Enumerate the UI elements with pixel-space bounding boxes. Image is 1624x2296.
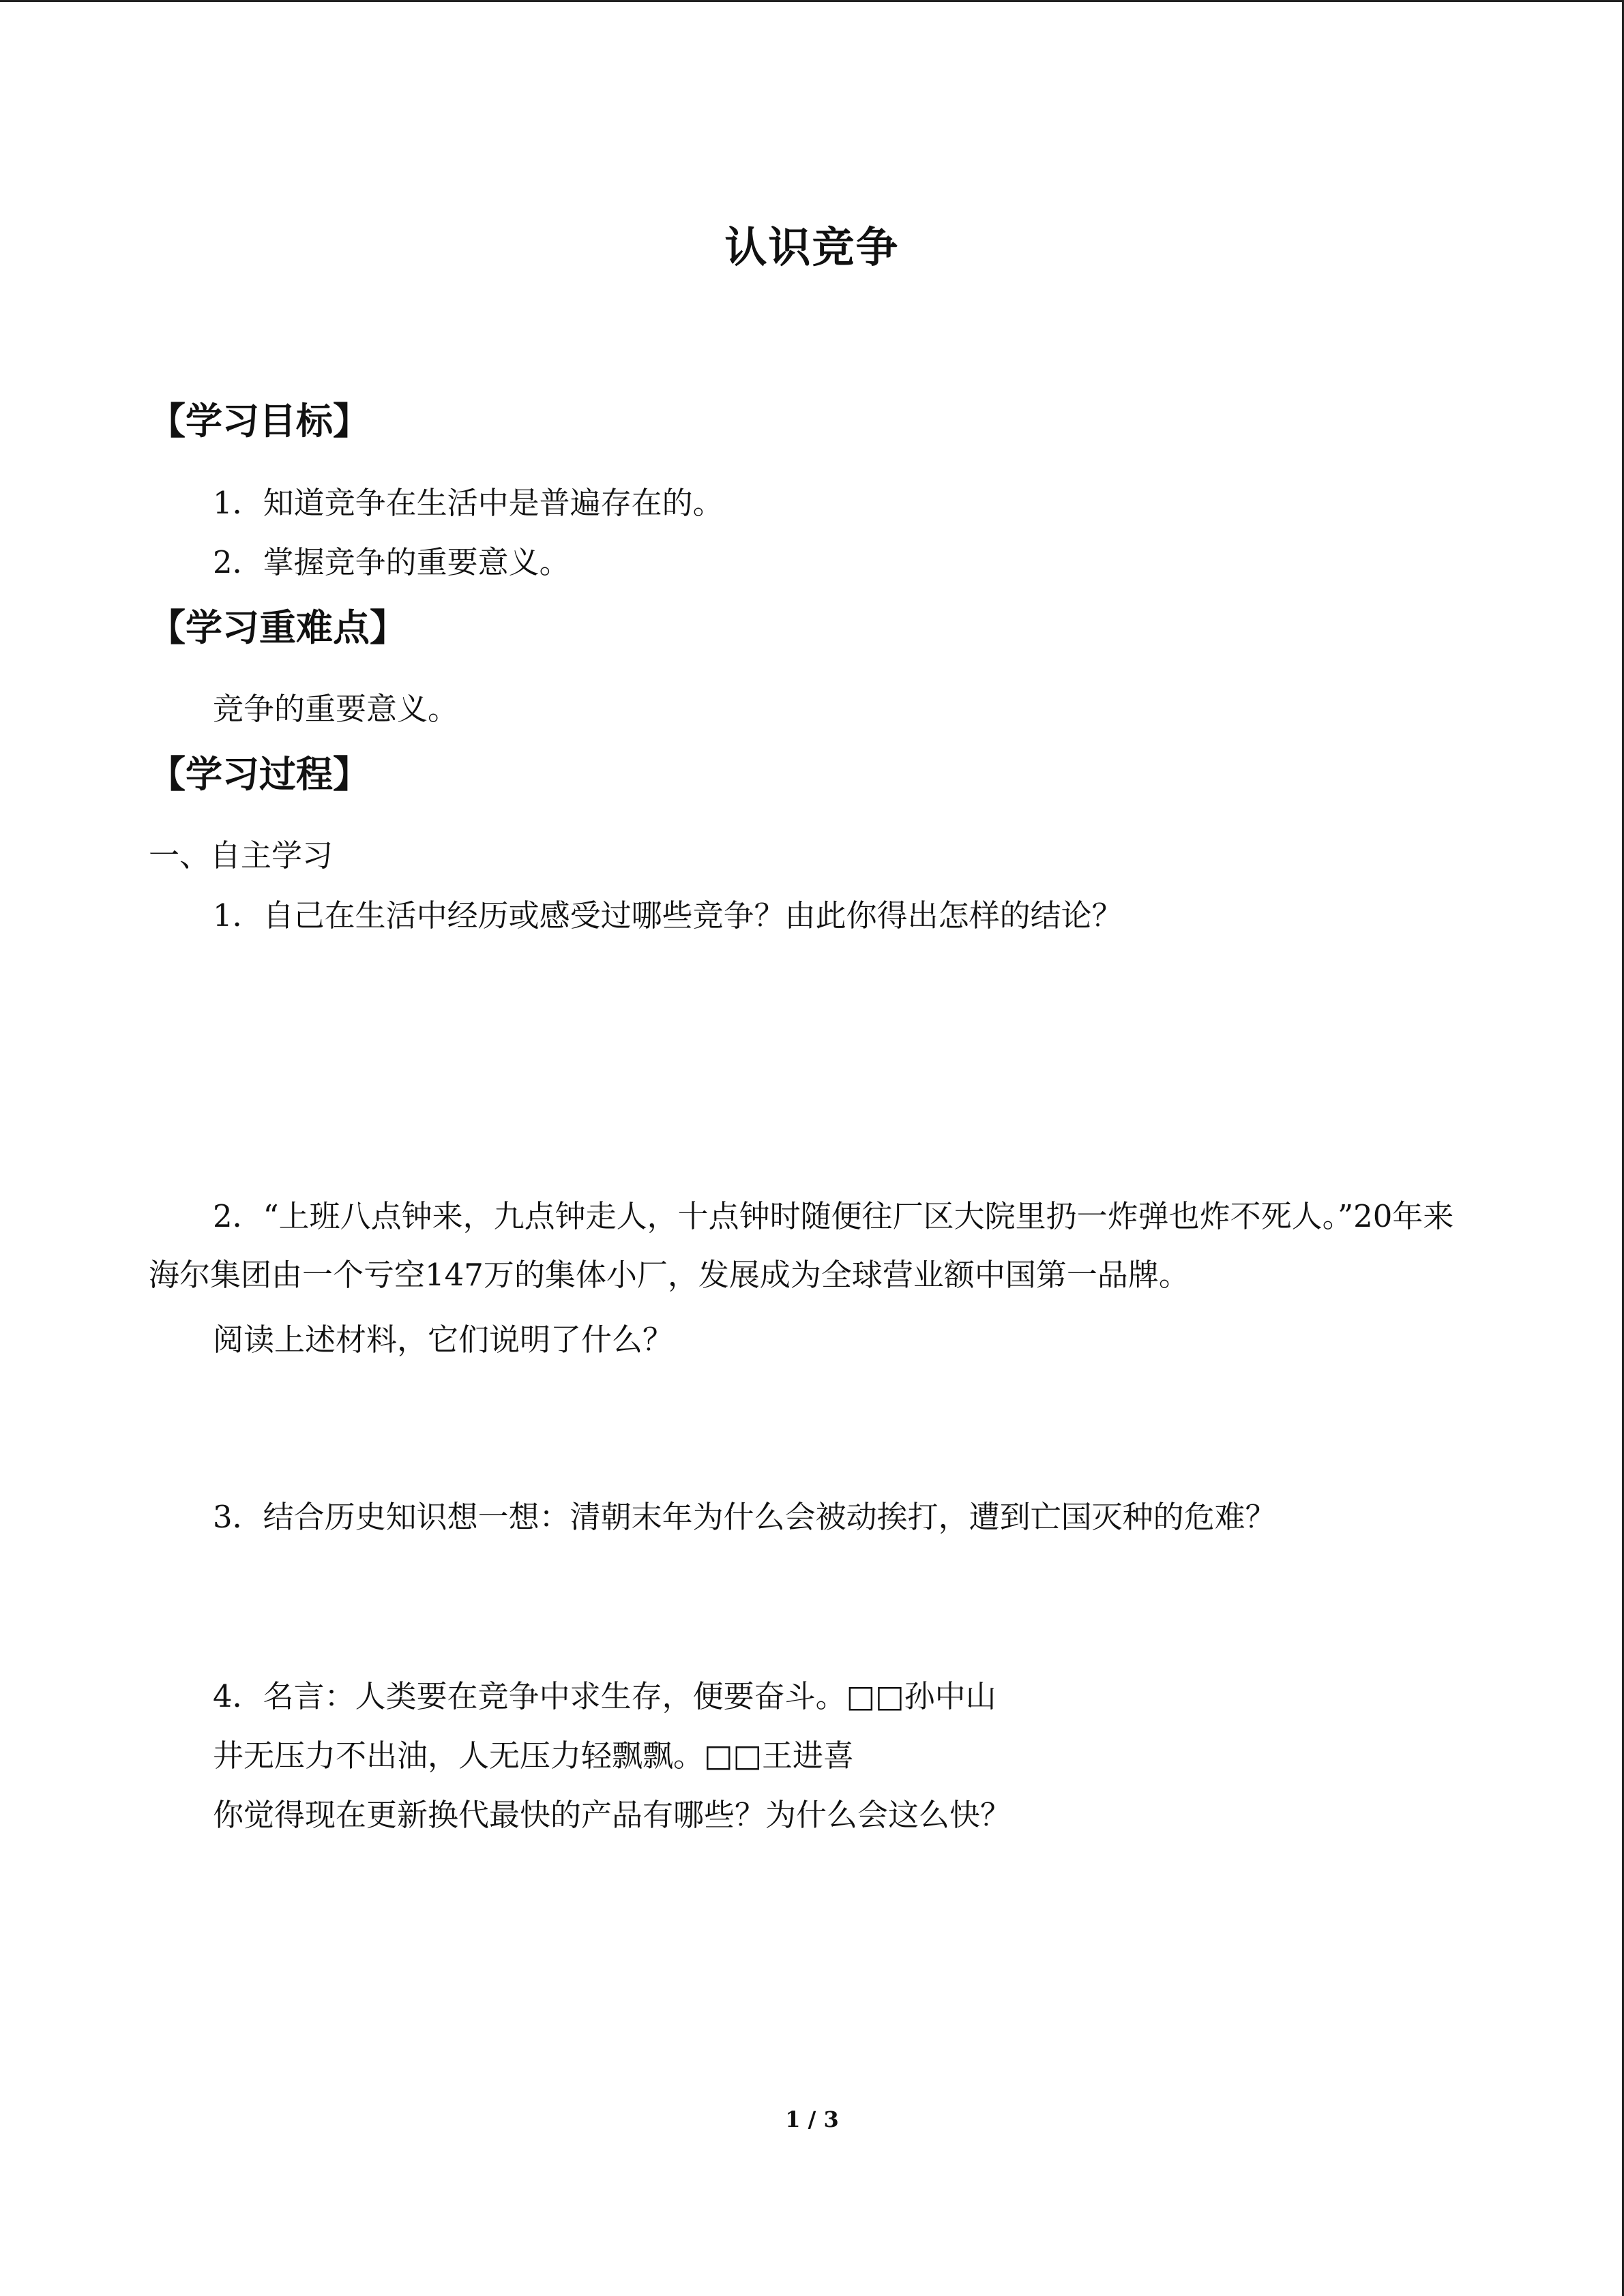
question-4-quote-1: 4．名言：人类要在竞争中求生存，便要奋斗。□□孙中山	[213, 1678, 996, 1714]
question-1: 1．自己在生活中经历或感受过哪些竞争？由此你得出怎样的结论？	[213, 897, 1123, 934]
objective-item-1: 1．知道竞争在生活中是普遍存在的。	[213, 485, 724, 521]
question-4-quote-2: 井无压力不出油，人无压力轻飘飘。□□王进喜	[213, 1738, 855, 1774]
question-3: 3．结合历史知识想一想：清朝末年为什么会被动挨打，遭到亡国灭种的危难？	[213, 1499, 1276, 1535]
page-title: 认识竞争	[724, 222, 900, 272]
objective-item-2: 2．掌握竞争的重要意义。	[213, 544, 570, 580]
question-2: 2．“上班八点钟来，九点钟走人，十点钟时随便往厂区大院里扔一炸弹也炸不死人。”20年来海尔集团由一个亏空147万的集体小厂，发展成为全球营业额中国第一品牌。	[149, 1198, 1454, 1293]
process-heading: 【学习过程】	[149, 753, 370, 796]
objectives-heading: 【学习目标】	[149, 400, 370, 443]
self-study-subheading: 一、自主学习	[149, 837, 334, 874]
key-points-text: 竞争的重要意义。	[213, 691, 459, 727]
question-2-followup: 阅读上述材料，它们说明了什么？	[213, 1322, 674, 1358]
key-points-heading: 【学习重难点】	[149, 606, 407, 649]
question-4-prompt: 你觉得现在更新换代最快的产品有哪些？为什么会这么快？	[213, 1797, 1012, 1833]
page-number: 1 / 3	[785, 2106, 839, 2132]
